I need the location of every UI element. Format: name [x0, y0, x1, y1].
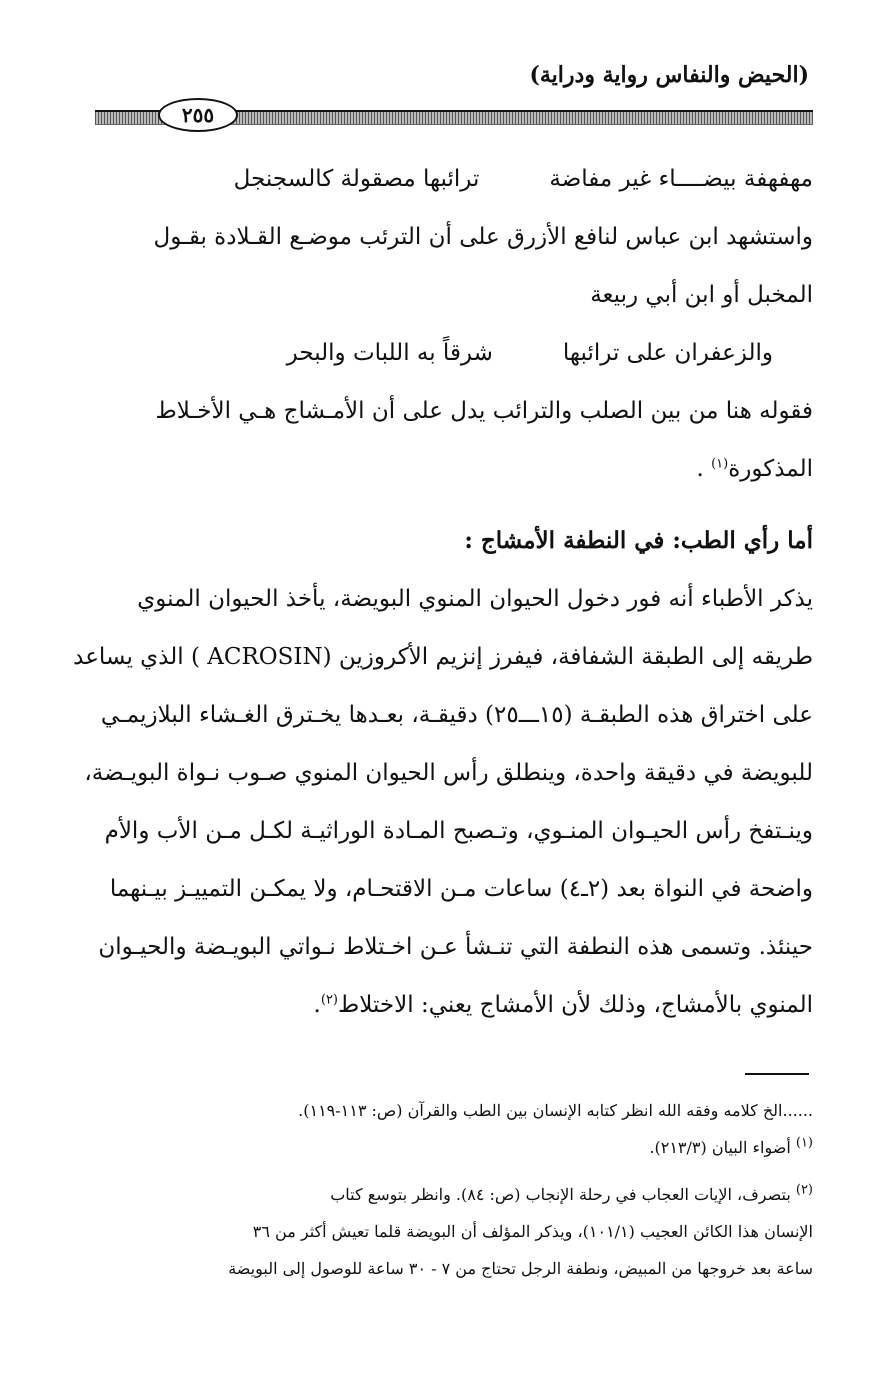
paragraph-1-line-2: المخبل أو ابن أبي ربيعة	[590, 282, 813, 308]
footnote-2-marker: (٢)	[795, 1182, 813, 1198]
footnote-ref-1: (١)	[711, 456, 729, 472]
paragraph-3-line-5: وينـتفخ رأس الحيـوان المنـوي، وتـصبح المـادة الوراثيـة لكـل مـن الأب والأم	[104, 818, 813, 844]
footnote-separator	[745, 1073, 809, 1075]
paragraph-3-line-6: واضحة في النواة بعد (٢ـ٤) ساعات مـن الاقتحـام، ولا يمكـن التمييـز بيـنهما	[109, 876, 813, 902]
footnote-ref-2: (٢)	[320, 992, 338, 1008]
paragraph-2-line-2	[90, 440, 813, 498]
paragraph-2-line-1: فقوله هنا من بين الصلب والترائب يدل على أن الأمـشاج هـي الأخـلاط	[155, 398, 813, 424]
footnote-1	[88, 1129, 813, 1166]
paragraph-3-last-text: المنوي بالأمشاج، وذلك لأن الأمشاج يعني: الاختلاط	[338, 992, 813, 1018]
footnote-1-marker: (١)	[795, 1135, 813, 1151]
footnote-2-line-2: الإنسان هذا الكائن العجيب (١٠١/١)، ويذكر المؤلف أن البويضة قلما تعيش أكثر من ٣٦	[252, 1222, 813, 1241]
main-text	[73, 150, 813, 1034]
paragraph-3-line-4: للبويضة في دقيقة واحدة، وينطلق رأس الحيوان المنوي صـوب نـواة البويـضة،	[84, 760, 813, 786]
verse-line-1	[90, 150, 813, 208]
footnote-2-line-3: ساعة بعد خروجها من المبيض، ونطفة الرجل تحتاج من ٧ - ٣٠ ساعة للوصول إلى البويضة	[228, 1259, 813, 1278]
paragraph-2-text: المذكورة	[728, 456, 813, 482]
paragraph-3-line-8	[90, 976, 813, 1034]
verse-1-second-hemistich: ترائبها مصقولة كالسجنجل	[233, 166, 480, 192]
verse-line-2	[90, 324, 813, 382]
footnote-2-line-1	[88, 1176, 813, 1213]
paragraph-3-line-3: على اختراق هذه الطبقـة (١٥ـــ٢٥) دقيقـة، بعـدها يخـترق الغـشاء البلازيمـي	[100, 702, 813, 728]
section-heading: أما رأي الطب: في النطفة الأمشاج :	[464, 527, 813, 554]
running-title: (الحيض والنفاس رواية ودراية)	[529, 62, 809, 88]
footnote-2-text: بتصرف، الإيات العجاب في رحلة الإنجاب (ص: ٨٤). وانظر بتوسع كتاب	[330, 1185, 791, 1204]
paragraph-1-line-1: واستشهد ابن عباس لنافع الأزرق على أن الترئب موضـع القـلادة بقـول	[153, 224, 813, 250]
verse-1-first-hemistich: مهفهفة بيضــــاء غير مفاضة	[549, 166, 813, 192]
footnote-1-text: أضواء البيان (٢١٣/٣).	[649, 1138, 791, 1157]
paragraph-3-line-1: يذكر الأطباء أنه فور دخول الحيوان المنوي البويضة، يأخذ الحيوان المنوي	[137, 586, 813, 612]
paragraph-3-line-7: حينئذ. وتسمى هذه النطفة التي تنـشأ عـن اخـتلاط نـواتي البويـضة والحيـوان	[98, 934, 813, 960]
page-number: ٢٥٥	[158, 98, 238, 132]
footnotes	[88, 1092, 813, 1287]
paragraph-3-end: .	[313, 992, 321, 1018]
paragraph-2-end: .	[696, 456, 712, 482]
verse-2-second-hemistich: شرقاً به اللبات والبحر	[286, 340, 493, 366]
paragraph-3-line-2: طريقه إلى الطبقة الشفافة، فيفرز إنزيم الأكروزين (ACROSIN ) الذي يساعد	[73, 644, 813, 670]
verse-2-first-hemistich: والزعفران على ترائبها	[562, 340, 773, 366]
footnote-continuation: ......الخ كلامه وفقه الله انظر كتابه الإنسان بين الطب والقرآن (ص: ١١٣-١١٩).	[298, 1101, 813, 1120]
